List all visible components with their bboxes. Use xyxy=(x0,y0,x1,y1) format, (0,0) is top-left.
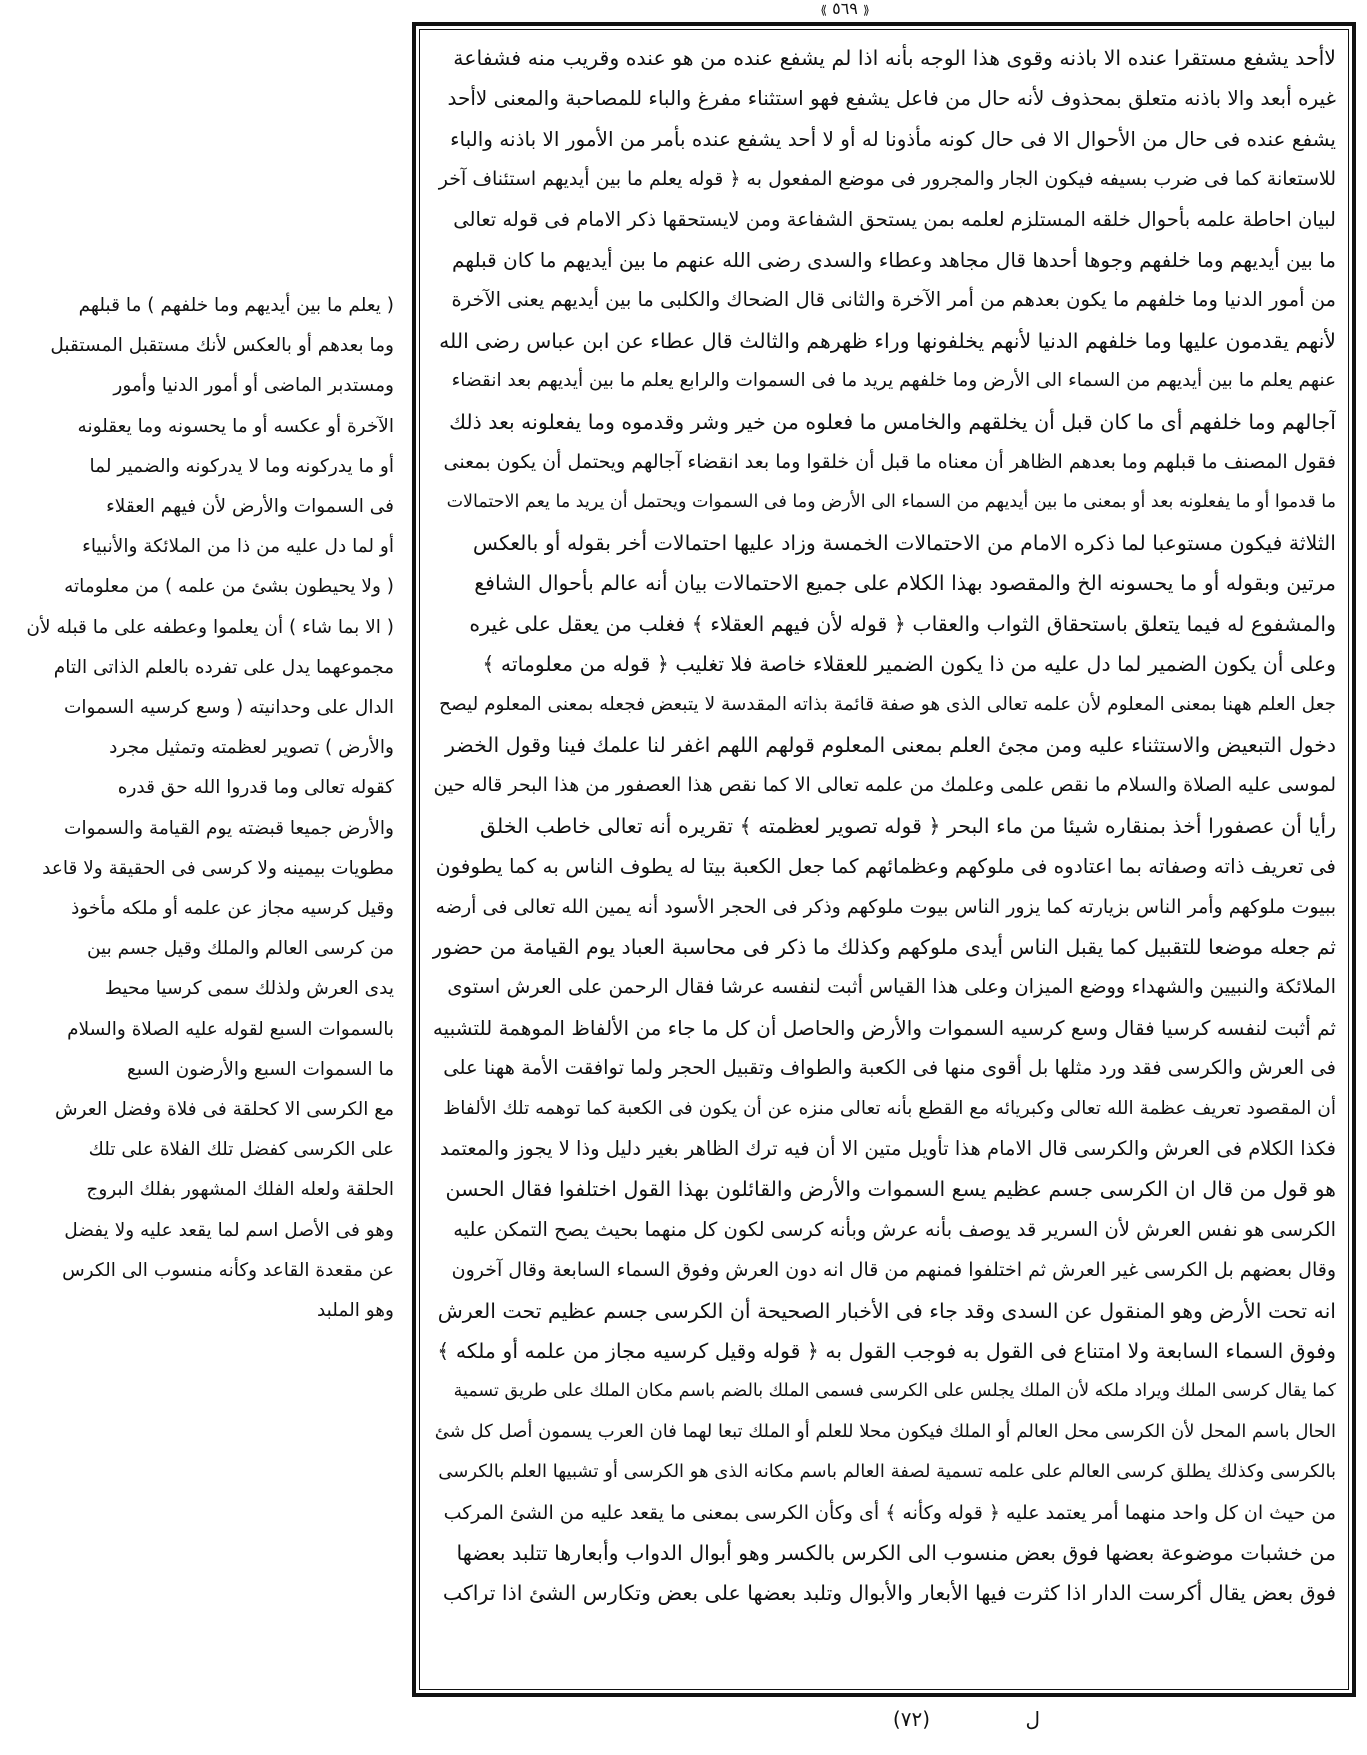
margin-text-line: أو لما دل عليه من ذا من الملائكة والأنبياء xyxy=(82,536,394,558)
main-text-line: لأنهم يقدمون عليها وما خلفهم الدنيا لأنهم يخلفونها وراء ظهرهم والثالث قال عطاء عن ابن عباس رضى الله xyxy=(439,328,1336,353)
main-text-line: فى تعريف ذاته وصفاته بما اعتادوه فى ملوكهم وعظمائهم كما جعل الكعبة بيتا له يطوف الناس به كما يطوفون xyxy=(435,854,1336,879)
main-text-line: غيره أبعد والا باذنه متعلق بمحذوف لأنه حال من فاعل يشفع فهو استثناء مفرغ والباء للمصاحبة والمعنى لاأحد xyxy=(447,86,1336,111)
margin-text-line: ( يعلم ما بين أيديهم وما خلفهم ) ما قبلهم xyxy=(78,295,394,316)
main-text-line: وفوق السماء السابعة ولا امتناع فى القول به فوجب القول به ﴿ قوله وقيل كرسيه مجاز من علمه أو ملكه ﴾ xyxy=(437,1339,1336,1363)
margin-text-line: وما بعدهم أو بالعكس لأنك مستقبل المستقبل xyxy=(50,335,394,357)
main-text-line: الحال باسم المحل لأن الكرسى محل العالم أو الملك فيكون محلا للعلم أو الملك تبعا لهما فان العرب يسمون أصل كل شئ xyxy=(434,1420,1336,1442)
main-text-line: من حيث ان كل واحد منهما أمر يعتمد عليه ﴿ قوله وكأنه ﴾ أى وكأن الكرسى بمعنى ما يقعد عليه من الشئ المركب xyxy=(443,1501,1336,1524)
margin-text-line: والأرض جميعا قبضته يوم القيامة والسموات xyxy=(64,817,394,839)
main-text-line: وعلى أن يكون الضمير لما دل عليه من ذا يكون الضمير للعقلاء خاصة فلا تغليب ﴿ قوله من معلوماته ﴾ xyxy=(482,652,1336,677)
margin-text-line: ما السموات السبع والأرضون السبع xyxy=(127,1058,394,1080)
main-text-line: آجالهم وما خلفهم أى ما كان قبل أن يخلقهم والخامس ما فعلوه من خير وشر وقدموه وما يفعلونه بعد ذلك xyxy=(449,409,1336,434)
ornament-left-icon: ⟪ xyxy=(820,3,828,17)
main-text-line: من أمور الدنيا وما خلفهم ما يكون بعدهم من أمر الآخرة والثانى قال الضحاك والكلبى ما بين أيديهم يعنى الآخرة xyxy=(451,288,1336,312)
main-text-line: من خشبات موضوعة بعضها فوق بعض منسوب الى الكرس بالكسر وهو أبوال الدواب وأبعارها تتلبد بعضها xyxy=(456,1541,1336,1566)
margin-text-line: عن مقعدة القاعد وكأنه منسوب الى الكرس xyxy=(62,1259,394,1281)
ornament-right-icon: ⟫ xyxy=(862,3,870,17)
main-text-line: والمشفوع له فيما يتعلق باستحقاق الثواب والعقاب ﴿ قوله لأن فيهم العقلاء ﴾ فغلب من يعقل على غيره xyxy=(469,611,1336,636)
margin-text-line: من كرسى العالم والملك وقيل جسم بين xyxy=(86,938,394,960)
main-text-line: يشفع عنده فى حال من الأحوال الا فى حال كونه مأذونا له أو لا أحد يشفع عنده بأمر من الأمور الا باذنه والباء xyxy=(450,126,1336,151)
main-text-frame xyxy=(412,22,1356,1697)
margin-text-line: مع الكرسى الا كحلقة فى فلاة وفضل العرش xyxy=(54,1099,394,1121)
margin-text-line: على الكرسى كفضل تلك الفلاة على تلك xyxy=(88,1139,394,1161)
main-text-line: ببيوت ملوكهم وأمر الناس بزيارته كما يزور الناس بيوت ملوكهم وذكر فى الحجر الأسود أنه يمين الله تعالى فى أرضه xyxy=(435,895,1336,918)
margin-text-line: الدال على وحدانيته ( وسع كرسيه السموات xyxy=(64,697,394,719)
main-text-line: لبيان احاطة علمه بأحوال خلقه المستلزم لعلمه بمن يستحق الشفاعة ومن لايستحقها ذكر الامام فى قوله تعالى xyxy=(453,207,1336,231)
main-text-line: بالكرسى وكذلك يطلق كرسى العالم على علمه تسمية لصفة العالم باسم مكانه الذى هو الكرسى أو تشبيها العلم بالكرسى xyxy=(438,1461,1336,1483)
margin-text-line: وهو الملبد xyxy=(316,1300,394,1322)
margin-text-line: ( ولا يحيطون بشئ من علمه ) من معلوماته xyxy=(64,576,394,598)
main-text-line: للاستعانة كما فى ضرب بسيفه فيكون الجار والمجرور فى موضع المفعول به ﴿ قوله يعلم ما بين أيديهم استئناف آخر xyxy=(438,168,1336,191)
main-text-line: فكذا الكلام فى العرش والكرسى قال الامام هذا تأويل متين الا أن فيه ترك الظاهر بغير دليل وذا لا يجوز والمعتمد xyxy=(439,1136,1336,1160)
margin-text-line: فى السموات والأرض لأن فيهم العقلاء xyxy=(106,496,394,518)
margin-text-line: والأرض ) تصوير لعظمته وتمثيل مجرد xyxy=(109,737,394,759)
main-text-line: رأيا أن عصفورا أخذ بمنقاره شيئا من ماء البحر ﴿ قوله تصوير لعظمته ﴾ تقريره أنه تعالى خاطب الخلق xyxy=(479,813,1336,838)
margin-text-line: بالسموات السبع لقوله عليه الصلاة والسلام xyxy=(67,1018,394,1040)
margin-text-line: ومستدبر الماضى أو أمور الدنيا وأمور xyxy=(113,375,394,397)
page-number xyxy=(775,0,915,22)
main-text-line: الثلاثة فيكون مستوعبا لما ذكره الامام من الاحتمالات الخمسة وزاد عليها احتمالات أخر بقوله أو بالعكس xyxy=(472,530,1336,555)
main-text-line: الكرسى هو نفس العرش لأن السرير قد يوصف بأنه عرش وبأنه كرسى لكون كل منهما بحيث يصح التمكن عليه xyxy=(453,1217,1336,1241)
main-text-line: فى العرش والكرسى فقد ورد مثلها بل أقوى منها فى الكعبة والطواف وتقبيل الحجر ولما توافقت الأمة ههنا على xyxy=(443,1056,1336,1080)
folio-number: (٧٢) xyxy=(892,1707,930,1731)
main-text-line: الملائكة والنبيين والشهداء ووضع الميزان وعلى هذا القياس أثبت لنفسه عرشا فقال الرحمن على العرش استوى xyxy=(447,975,1336,999)
main-text-line: مرتين وبقوله أو ما يحسونه الخ والمقصود بهذا الكلام على جميع الاحتمالات بيان أنه عالم بأحوال الشافع xyxy=(474,571,1336,596)
main-text-line: انه تحت الأرض وهو المنقول عن السدى وقد جاء فى الأخبار الصحيحة أن الكرسى جسم عظيم تحت العرش xyxy=(437,1298,1336,1323)
margin-text-line: مجموعهما يدل على تفرده بالعلم الذاتى التام xyxy=(53,656,394,678)
margin-text-line: أو ما يدركونه وما لا يدركونه والضمير لما xyxy=(89,455,394,477)
page-footer xyxy=(820,1707,1040,1737)
main-text-line: أن المقصود تعريف عظمة الله تعالى وكبريائه مع القطع بأنه تعالى منزه عن أن يكون فى الكعبة كما توهمه تلك الألفاظ xyxy=(443,1097,1336,1119)
main-text-line: عنهم يعلم ما بين أيديهم من السماء الى الأرض وما خلفهم يريد ما فى السموات والرابع يعلم ما بين أيديهم بعد انقضاء xyxy=(451,370,1336,392)
main-text-line: دخول التبعيض والاستثناء عليه ومن مجئ العلم بمعنى المعلوم قولهم اللهم اغفر لنا علمك فينا وقول الخضر xyxy=(444,732,1336,757)
main-text-line: كما يقال كرسى الملك ويراد ملكه لأن الملك يجلس على الكرسى فسمى الملك بالضم باسم مكان الملك على طريق تسمية xyxy=(453,1381,1336,1402)
margin-text-line: وهو فى الأصل اسم لما يقعد عليه ولا يفضل xyxy=(64,1219,394,1241)
margin-text-line: الآخرة أو عكسه أو ما يحسونه وما يعقلونه xyxy=(77,415,394,437)
main-text-line: ما قدموا أو ما يفعلونه بعد أو بمعنى ما بين أيديهم من السماء الى الأرض وما فى السموات ويحتمل أن يريد ما يعم الاحتمالات xyxy=(446,492,1336,513)
main-text-line: هو قول من قال ان الكرسى جسم عظيم يسع السموات والأرض والقائلون بهذا القول اختلفوا فقال الحسن xyxy=(445,1177,1336,1202)
main-text-line: ثم أثبت لنفسه كرسيا فقال وسع كرسيه السموات والأرض والحاصل أن كل ما جاء من الألفاظ الموهمة للتشبيه xyxy=(432,1015,1336,1040)
main-text-line: لموسى عليه الصلاة والسلام ما نقص علمى وعلمك من علمه تعالى الا كما نقص هذا العصفور من هذا البحر قاله حين xyxy=(433,774,1336,797)
margin-text-line: الحلقة ولعله الفلك المشهور بفلك البروج xyxy=(86,1179,394,1201)
signature-letter: ل xyxy=(1025,1707,1040,1731)
margin-text-line: كقوله تعالى وما قدروا الله حق قدره xyxy=(117,777,394,799)
margin-text-line: وقيل كرسيه مجاز عن علمه أو ملكه مأخوذ xyxy=(71,898,394,920)
main-text-line: ثم جعله موضعا للتقبيل كما يقبل الناس أيدى ملوكهم وكذلك ما ذكر فى محاسبة العباد يوم القيامة من حضور xyxy=(432,934,1336,959)
main-text-inner-border xyxy=(419,29,1349,1690)
margin-commentary-text xyxy=(22,286,394,1331)
margin-text-line: مطويات بيمينه ولا كرسى فى الحقيقة ولا قاعد xyxy=(42,857,394,879)
page-number-text: ٥٦٩ xyxy=(832,0,858,18)
margin-text-line: ( الا بما شاء ) أن يعلموا وعطفه على ما قبله لأن xyxy=(26,616,394,638)
main-text-line: فقول المصنف ما قبلهم وما بعدهم الظاهر أن معناه ما قبل أن خلقوا وما بعد انقضاء آجالهم ويحتمل أن يكون بمعنى xyxy=(443,451,1336,474)
main-text-line: لاأحد يشفع مستقرا عنده الا باذنه وقوى هذا الوجه بأنه اذا لم يشفع عنده من هو عنده وقريب منه فشفاعة xyxy=(453,46,1336,70)
main-text-line: فوق بعض يقال أكرست الدار اذا كثرت فيها الأبعار والأبوال وتلبد بعضها على بعض وتكارس الشئ اذا تراكب xyxy=(442,1581,1336,1606)
main-commentary-text xyxy=(432,38,1336,1614)
main-text-line: جعل العلم ههنا بمعنى المعلوم لأن علمه تعالى الذى هو صفة قائمة بذاته المقدسة لا يتبعض فجعله بمعنى المعلوم ليصح xyxy=(439,693,1336,715)
main-text-line: وقال بعضهم بل الكرسى غير العرش ثم اختلفوا فمنهم من قال انه دون العرش وفوق السماء السابعة وقال آخرون xyxy=(451,1259,1336,1282)
margin-text-line: يدى العرش ولذلك سمى كرسيا محيط xyxy=(104,978,394,1000)
main-text-line: ما بين أيديهم وما خلفهم وجوها أحدها قال مجاهد وعطاء والسدى رضى الله عنهم ما بين أيديهم ما كان قبلهم xyxy=(451,248,1336,273)
